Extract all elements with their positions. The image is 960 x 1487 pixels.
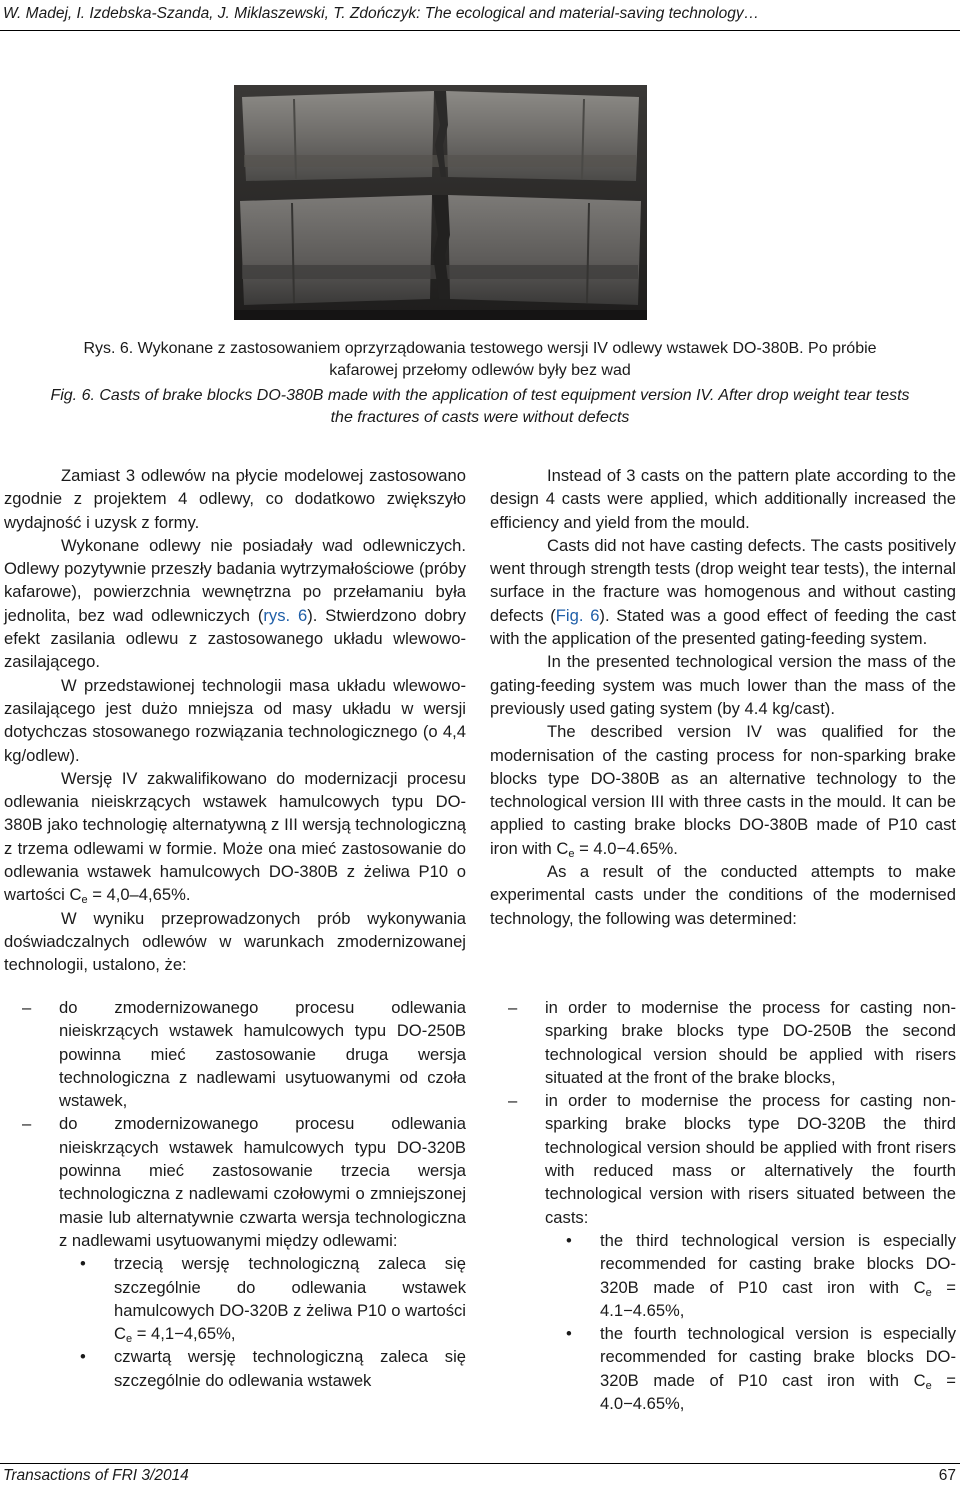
left-column-polish — [4, 464, 466, 977]
right-column-english — [490, 464, 956, 930]
sub-item-text-b: = 4.0−4.65%, — [600, 1370, 956, 1414]
bullet-marker: • — [80, 1347, 86, 1367]
sub-list-item — [545, 1229, 956, 1322]
caption-pl-line-2: kafarowej przełomy odlewów były bez wad — [329, 362, 631, 379]
figure-caption-english — [0, 385, 960, 429]
right-paragraph-4 — [490, 720, 956, 860]
dash-marker: – — [22, 998, 32, 1017]
sub-list-item — [545, 1322, 956, 1415]
right-p4-text-a: The described version IV was qualified for the modernisation of the casting process for non-sparking brake blocks type DO-380B as an alternative technology to the technological version III with three casts in the mould. It can be applied to casting brake blocks DO-380B made of P10 cast iron with C — [490, 722, 956, 858]
photo-drawing — [234, 85, 647, 320]
right-p2-text-b: ). Stated was a good effect of feeding the cast with the application of the presented gating-feeding system. — [490, 605, 956, 649]
sub-item-text-a: the third technological version is especially recommended for casting brake blocks DO-320B made of P10 cast iron with C — [600, 1230, 956, 1297]
left-paragraph-4 — [4, 767, 466, 907]
right-p2-text-a: Casts did not have casting defects. The casts positively went through strength tests (drop weight tear tests), the internal surface in the fracture was homogenous and without casting defects ( — [490, 535, 956, 625]
subscript-e: e — [125, 1333, 133, 1346]
list-item — [490, 996, 956, 1089]
list-item-text: do zmodernizowanego procesu odlewania nieiskrzących wstawek hamulcowych typu DO-320B powinna mieć zastosowanie trzecia wersja technologiczna z nadlewami czołowymi o zmniejszonej masie lub alternatywnie czwarta wersja technologiczna z nadlewami usytuowanymi między odlewami: — [59, 1114, 466, 1250]
sub-item-text-a: trzecią wersję technologiczną zaleca się szczególnie do odlewania wstawek hamulcowych DO-320B z żeliwa P10 o wartości C — [114, 1254, 466, 1344]
subscript-e: e — [925, 1286, 932, 1299]
subscript-e: e — [81, 894, 88, 907]
sub-item-text-b: = 4,1−4,65%, — [132, 1324, 236, 1344]
footer-rule — [0, 1463, 960, 1464]
list-item-text: in order to modernise the process for casting non-sparking brake blocks type DO-250B the second technological version should be applied with risers situated at the front of the brake blocks, — [545, 998, 956, 1087]
sub-list-item — [59, 1345, 466, 1392]
right-sub-list — [545, 1229, 956, 1415]
figure-caption-polish — [0, 338, 960, 382]
right-p4-text-b: = 4.0−4.65%. — [574, 838, 678, 858]
list-item — [490, 1089, 956, 1415]
sub-item-text: czwartą wersję technologiczną zaleca się szczególnie do odlewania wstawek — [114, 1347, 466, 1390]
subscript-e: e — [925, 1379, 932, 1392]
bullet-marker: • — [566, 1230, 572, 1250]
right-paragraph-5: As a result of the conducted attempts to make experimental casts under the conditions of the modernised technology, the following was determined: — [490, 862, 956, 928]
list-item — [4, 1112, 466, 1392]
sub-item-text-a: the fourth technological version is especially recommended for casting brake blocks DO-320B made of P10 cast iron with C — [600, 1324, 956, 1390]
running-header: W. Madej, I. Izdebska-Szanda, J. Miklaszewski, T. Zdończyk: The ecological and material-saving technology… — [3, 5, 760, 22]
left-paragraph-2 — [4, 534, 466, 674]
page-number: 67 — [938, 1467, 956, 1484]
left-conclusions-list — [4, 996, 466, 1392]
header-rule — [0, 30, 960, 31]
subscript-e: e — [568, 847, 575, 860]
right-conclusions-list — [490, 996, 956, 1415]
left-sub-list — [59, 1252, 466, 1392]
left-p4-text-b: = 4,0–4,65%. — [87, 885, 191, 905]
right-paragraph-2 — [490, 534, 956, 650]
left-paragraph-1: Zamiast 3 odlewów na płycie modelowej zastosowano zgodnie z projektem 4 odlewy, co dodatkowo zwiększyło wydajność i uzysk z formy. — [4, 466, 466, 532]
left-paragraph-3: W przedstawionej technologii masa układu wlewowo-zasilającego jest dużo mniejsza od masy układu w wersji dotychczas stosowanego rozwiązania technologicznego (o 4,4 kg/odlew). — [4, 675, 466, 765]
caption-en-line-1: Fig. 6. Casts of brake blocks DO-380B made with the application of test equipment version IV. After drop weight tear tests — [50, 387, 910, 404]
dash-marker: – — [508, 998, 518, 1017]
list-item-text: do zmodernizowanego procesu odlewania nieiskrzących wstawek hamulcowych typu DO-250B powinna mieć zastosowanie druga wersja technologiczna z nadlewami usytuowanymi od czoła wstawek, — [59, 998, 466, 1111]
journal-name: Transactions of FRI 3/2014 — [3, 1467, 189, 1484]
caption-en-line-2: the fractures of casts were without defects — [330, 409, 630, 426]
sub-item-text-b: = 4.1−4.65%, — [600, 1277, 956, 1320]
caption-pl-line-1: Rys. 6. Wykonane z zastosowaniem oprzyrządowania testowego wersji IV odlewy wstawek DO-380B. Po próbie — [83, 340, 877, 357]
list-item-text: in order to modernise the process for casting non-sparking brake blocks type DO-320B the third technological version should be applied with front risers with reduced mass or alternatively the fourth technological version with risers situated between the casts: — [545, 1091, 956, 1227]
right-paragraph-1: Instead of 3 casts on the pattern plate according to the design 4 casts were applied, which additionally increased the efficiency and yield from the mould. — [490, 466, 956, 532]
bullet-marker: • — [566, 1324, 572, 1344]
left-p2-text-a: Wykonane odlewy nie posiadały wad odlewniczych. Odlewy pozytywnie przeszły badania wytrzymałościowe (próby kafarowe), powierzchnia wewnętrzna po przełamaniu była jednolita, bez wad odlewniczych ( — [4, 535, 466, 625]
list-item — [4, 996, 466, 1112]
right-paragraph-3: In the presented technological version the mass of the gating-feeding system was much lower than the mass of the previously used gating system (by 4.4 kg/cast). — [490, 652, 956, 718]
left-p2-text-b: ). Stwierdzono dobry efekt zasilania odlewu z zastosowanego układu wlewowo-zasilającego. — [4, 605, 466, 672]
left-paragraph-5: W wyniku przeprowadzonych prób wykonywania doświadczalnych odlewów w warunkach zmodernizowanej technologii, ustalono, że: — [4, 908, 466, 975]
figure-reference-link[interactable]: Fig. 6 — [555, 605, 600, 625]
sub-list-item — [59, 1252, 466, 1345]
dash-marker: – — [508, 1091, 518, 1111]
left-p4-text-a: Wersję IV zakwalifikowano do modernizacji procesu odlewania nieiskrzących wstawek hamulcowych typu DO-380B jako technologię alternatywną z III wersją technologiczną z trzema odlewami w formie. Może ona mieć zastosowanie do odlewania wstawek hamulcowych DO-380B z żeliwa P10 o wartości C — [4, 768, 466, 905]
figure-reference-link[interactable]: rys. 6 — [263, 605, 308, 625]
bullet-marker: • — [80, 1254, 86, 1274]
dash-marker: – — [22, 1114, 32, 1134]
figure-photo-brake-blocks — [234, 85, 647, 320]
